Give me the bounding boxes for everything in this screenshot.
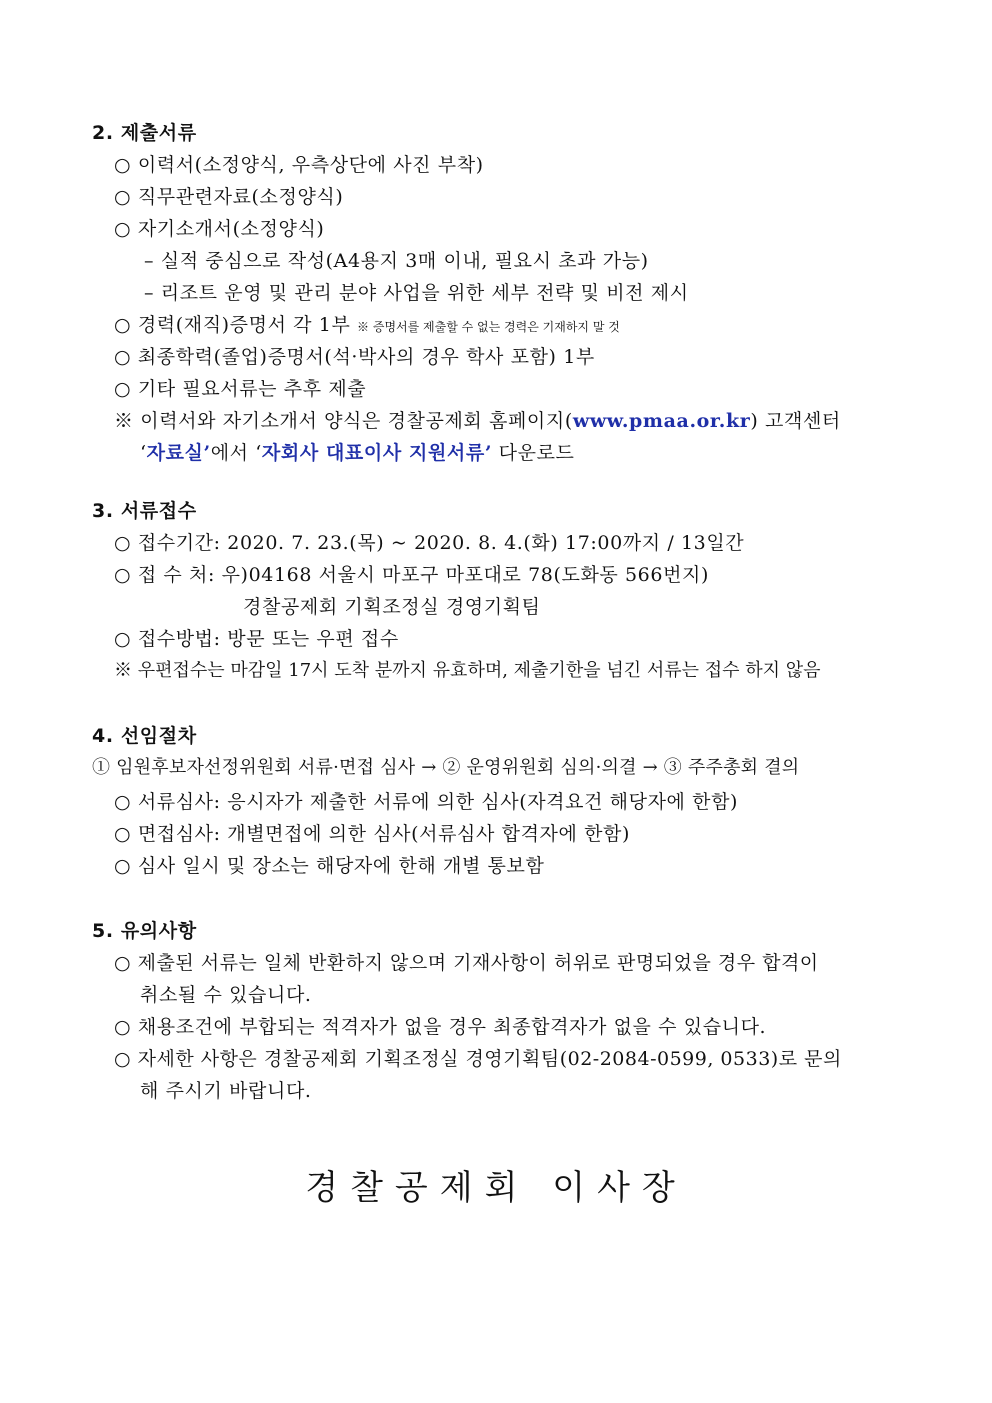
reference-note-line2 — [140, 441, 575, 465]
mail-note: ※ 우편접수는 마감일 17시 도착 분까지 유효하며, 제출기한을 넘긴 서류는 접수 하지 않음 — [114, 660, 821, 681]
career-text: ○ 경력(재직)증명서 각 1부 — [114, 314, 351, 336]
reference-end: 다운로드 — [492, 442, 575, 464]
list-item: ○ 이력서(소정양식, 우측상단에 사진 부착) — [114, 154, 484, 176]
list-item-career — [114, 313, 620, 339]
reference-mid: 에서 ‘ — [210, 442, 262, 464]
list-item: ○ 심사 일시 및 장소는 해당자에 한해 개별 통보함 — [114, 855, 545, 877]
selection-flow: ① 임원후보자선정위원회 서류·면접 심사 → ② 운영위원회 심의·의결 → ③ 주주총회 결의 — [92, 757, 800, 778]
list-item-method: ○ 접수방법: 방문 또는 우편 접수 — [114, 628, 399, 650]
list-item: ○ 서류심사: 응시자가 제출한 서류에 의한 심사(자격요건 해당자에 한함) — [114, 791, 739, 813]
homepage-link[interactable]: www.pmaa.or.kr — [572, 410, 751, 432]
section-2-title: 2. 제출서류 — [92, 122, 197, 144]
list-item-continued: 취소될 수 있습니다. — [140, 984, 312, 1006]
list-item: ○ 자기소개서(소정양식) — [114, 218, 325, 240]
archive-label: 자료실’ — [146, 442, 211, 464]
list-item: ○ 제출된 서류는 일체 반환하지 않으며 기재사항이 허위로 판명되었을 경우 합격이 — [114, 952, 819, 974]
list-item: ○ 자세한 사항은 경찰공제회 기획조정실 경영기획팀(02-2084-0599, 0533)로 문의 — [114, 1048, 842, 1070]
section-3-title: 3. 서류접수 — [92, 500, 197, 522]
list-item: ○ 최종학력(졸업)증명서(석·박사의 경우 학사 포함) 1부 — [114, 346, 595, 368]
reference-text-b: ) 고객센터 — [750, 410, 841, 432]
list-item-continued: 해 주시기 바랍니다. — [140, 1080, 312, 1102]
list-item: ○ 기타 필요서류는 추후 제출 — [114, 378, 367, 400]
list-item: ○ 채용조건에 부합되는 적격자가 없을 경우 최종합격자가 없을 수 있습니다. — [114, 1016, 767, 1038]
signature: 경찰공제회 이사장 — [305, 1168, 687, 1208]
list-item-place: ○ 접 수 처: 우)04168 서울시 마포구 마포대로 78(도화동 566번지) — [114, 564, 709, 586]
list-subitem: – 리조트 운영 및 관리 분야 사업을 위한 세부 전략 및 비전 제시 — [144, 282, 689, 304]
list-item: ○ 면접심사: 개별면접에 의한 심사(서류심사 합격자에 한함) — [114, 823, 630, 845]
place-department: 경찰공제회 기획조정실 경영기획팀 — [243, 596, 541, 618]
list-item: ○ 직무관련자료(소정양식) — [114, 186, 344, 208]
section-5-title: 5. 유의사항 — [92, 920, 197, 942]
list-subitem: – 실적 중심으로 작성(A4용지 3매 이내, 필요시 초과 가능) — [144, 250, 649, 272]
list-item-period: ○ 접수기간: 2020. 7. 23.(목) ~ 2020. 8. 4.(화) 17:00까지 / 13일간 — [114, 532, 745, 554]
career-note: ※ 증명서를 제출할 수 없는 경력은 기재하지 말 것 — [357, 320, 620, 334]
reference-text-a: ※ 이력서와 자기소개서 양식은 경찰공제회 홈페이지( — [114, 410, 573, 432]
quote-mark: ‘ — [140, 442, 147, 464]
reference-note — [114, 409, 898, 433]
application-docs-label: 자회사 대표이사 지원서류’ — [261, 442, 493, 464]
section-4-title: 4. 선임절차 — [92, 725, 197, 747]
